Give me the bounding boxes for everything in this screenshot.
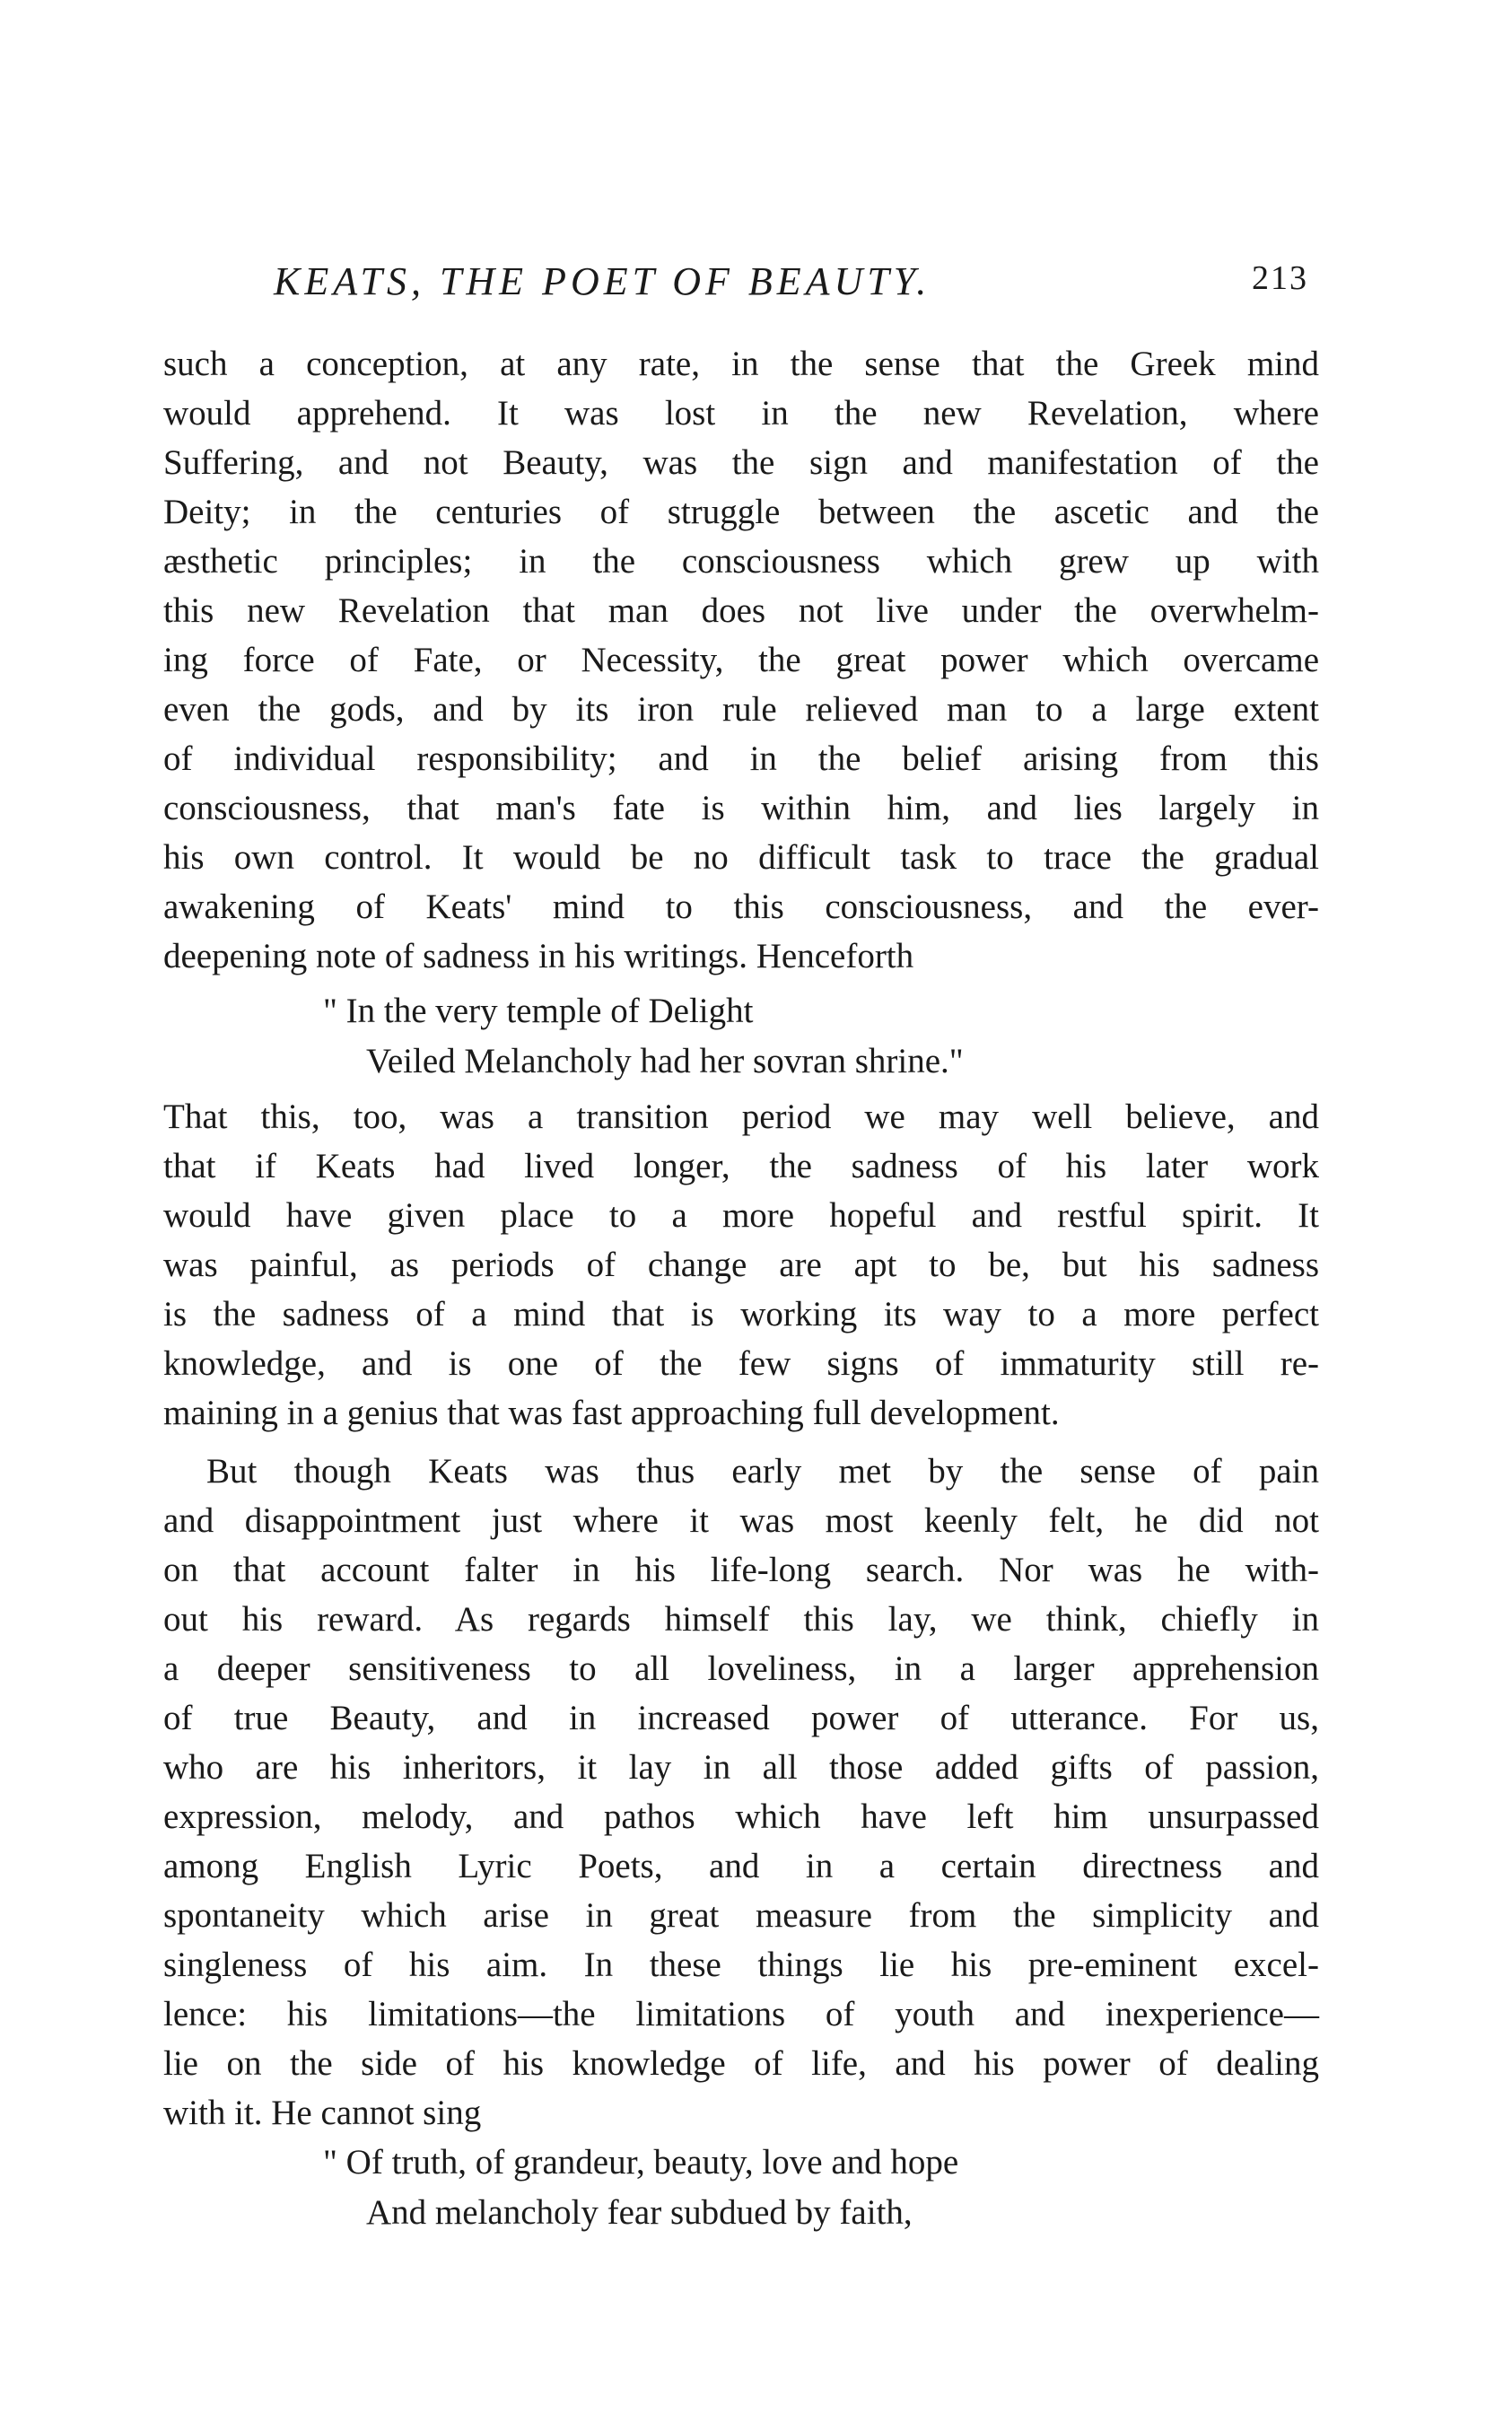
text-line: on that account falter in his life-long search. Nor was he with- [163, 1551, 1319, 1589]
text-line: his own control. It would be no difficult task to trace the gradual [163, 838, 1319, 877]
text-line: would apprehend. It was lost in the new Revelation, where [163, 394, 1319, 433]
verse-quote-2 [163, 2138, 1319, 2238]
text-line: was painful, as periods of change are apt to be, but his sadness [163, 1246, 1319, 1284]
text-line: a deeper sensitiveness to all loveliness, in a larger apprehension [163, 1649, 1319, 1688]
text-line: lence: his limitations—the limitations of youth and inexperience— [163, 1995, 1319, 2033]
running-head [166, 258, 1319, 312]
running-title: KEATS, THE POET OF BEAUTY. [274, 259, 931, 303]
text-line: that if Keats had lived longer, the sadness of his later work [163, 1147, 1319, 1185]
text-line: maining in a genius that was fast approaching full development. [163, 1394, 1060, 1432]
text-line: of individual responsibility; and in the belief arising from this [163, 739, 1319, 778]
paragraph-3 [163, 1447, 1319, 2138]
text-line: who are his inheritors, it lay in all those added gifts of passion, [163, 1748, 1319, 1787]
text-line: is the sadness of a mind that is working its way to a more perfect [163, 1295, 1319, 1334]
text-line: would have given place to a more hopeful and restful spirit. It [163, 1196, 1319, 1235]
text-line: such a conception, at any rate, in the sense that the Greek mind [163, 345, 1319, 383]
text-line: lie on the side of his knowledge of life, and his power of dealing [163, 2044, 1319, 2083]
text-line: consciousness, that man's fate is within him, and lies largely in [163, 789, 1319, 827]
text-line: expression, melody, and pathos which have left him unsurpassed [163, 1797, 1319, 1836]
verse-quote-1 [163, 986, 1319, 1087]
paragraph-2 [163, 1092, 1319, 1438]
text-line: this new Revelation that man does not live under the overwhelm- [163, 591, 1319, 630]
text-line: æsthetic principles; in the consciousness which grew up with [163, 542, 1319, 581]
text-line: Deity; in the centuries of struggle between the ascetic and the [163, 493, 1319, 531]
text-line: But though Keats was thus early met by the sense of pain [206, 1452, 1319, 1491]
page-number: 213 [1252, 259, 1308, 297]
text-line: spontaneity which arise in great measure from the simplicity and [163, 1896, 1319, 1935]
paragraph-1 [163, 339, 1319, 981]
verse-line: " Of truth, of grandeur, beauty, love and hope [323, 2143, 959, 2182]
text-line: and disappointment just where it was most keenly felt, he did not [163, 1501, 1319, 1540]
verse-line: And melancholy fear subdued by faith, [366, 2193, 913, 2232]
text-line: Suffering, and not Beauty, was the sign and manifestation of the [163, 443, 1319, 482]
text-line: of true Beauty, and in increased power of utterance. For us, [163, 1699, 1319, 1737]
text-line: ing force of Fate, or Necessity, the great power which overcame [163, 641, 1319, 679]
text-line: knowledge, and is one of the few signs of immaturity still re- [163, 1344, 1319, 1383]
text-line: with it. He cannot sing [163, 2094, 482, 2132]
text-line: deepening note of sadness in his writings. Henceforth [163, 937, 914, 975]
text-line: even the gods, and by its iron rule relieved man to a large extent [163, 690, 1319, 729]
text-line: singleness of his aim. In these things lie his pre-eminent excel- [163, 1946, 1319, 1984]
body-text [163, 339, 1319, 2238]
text-line: out his reward. As regards himself this lay, we think, chiefly in [163, 1600, 1319, 1639]
verse-line: " In the very temple of Delight [323, 992, 754, 1030]
text-line: awakening of Keats' mind to this consciousness, and the ever- [163, 888, 1319, 926]
verse-line: Veiled Melancholy had her sovran shrine." [366, 1042, 964, 1080]
text-line: That this, too, was a transition period we may well believe, and [163, 1097, 1319, 1136]
text-line: among English Lyric Poets, and in a certain directness and [163, 1847, 1319, 1885]
